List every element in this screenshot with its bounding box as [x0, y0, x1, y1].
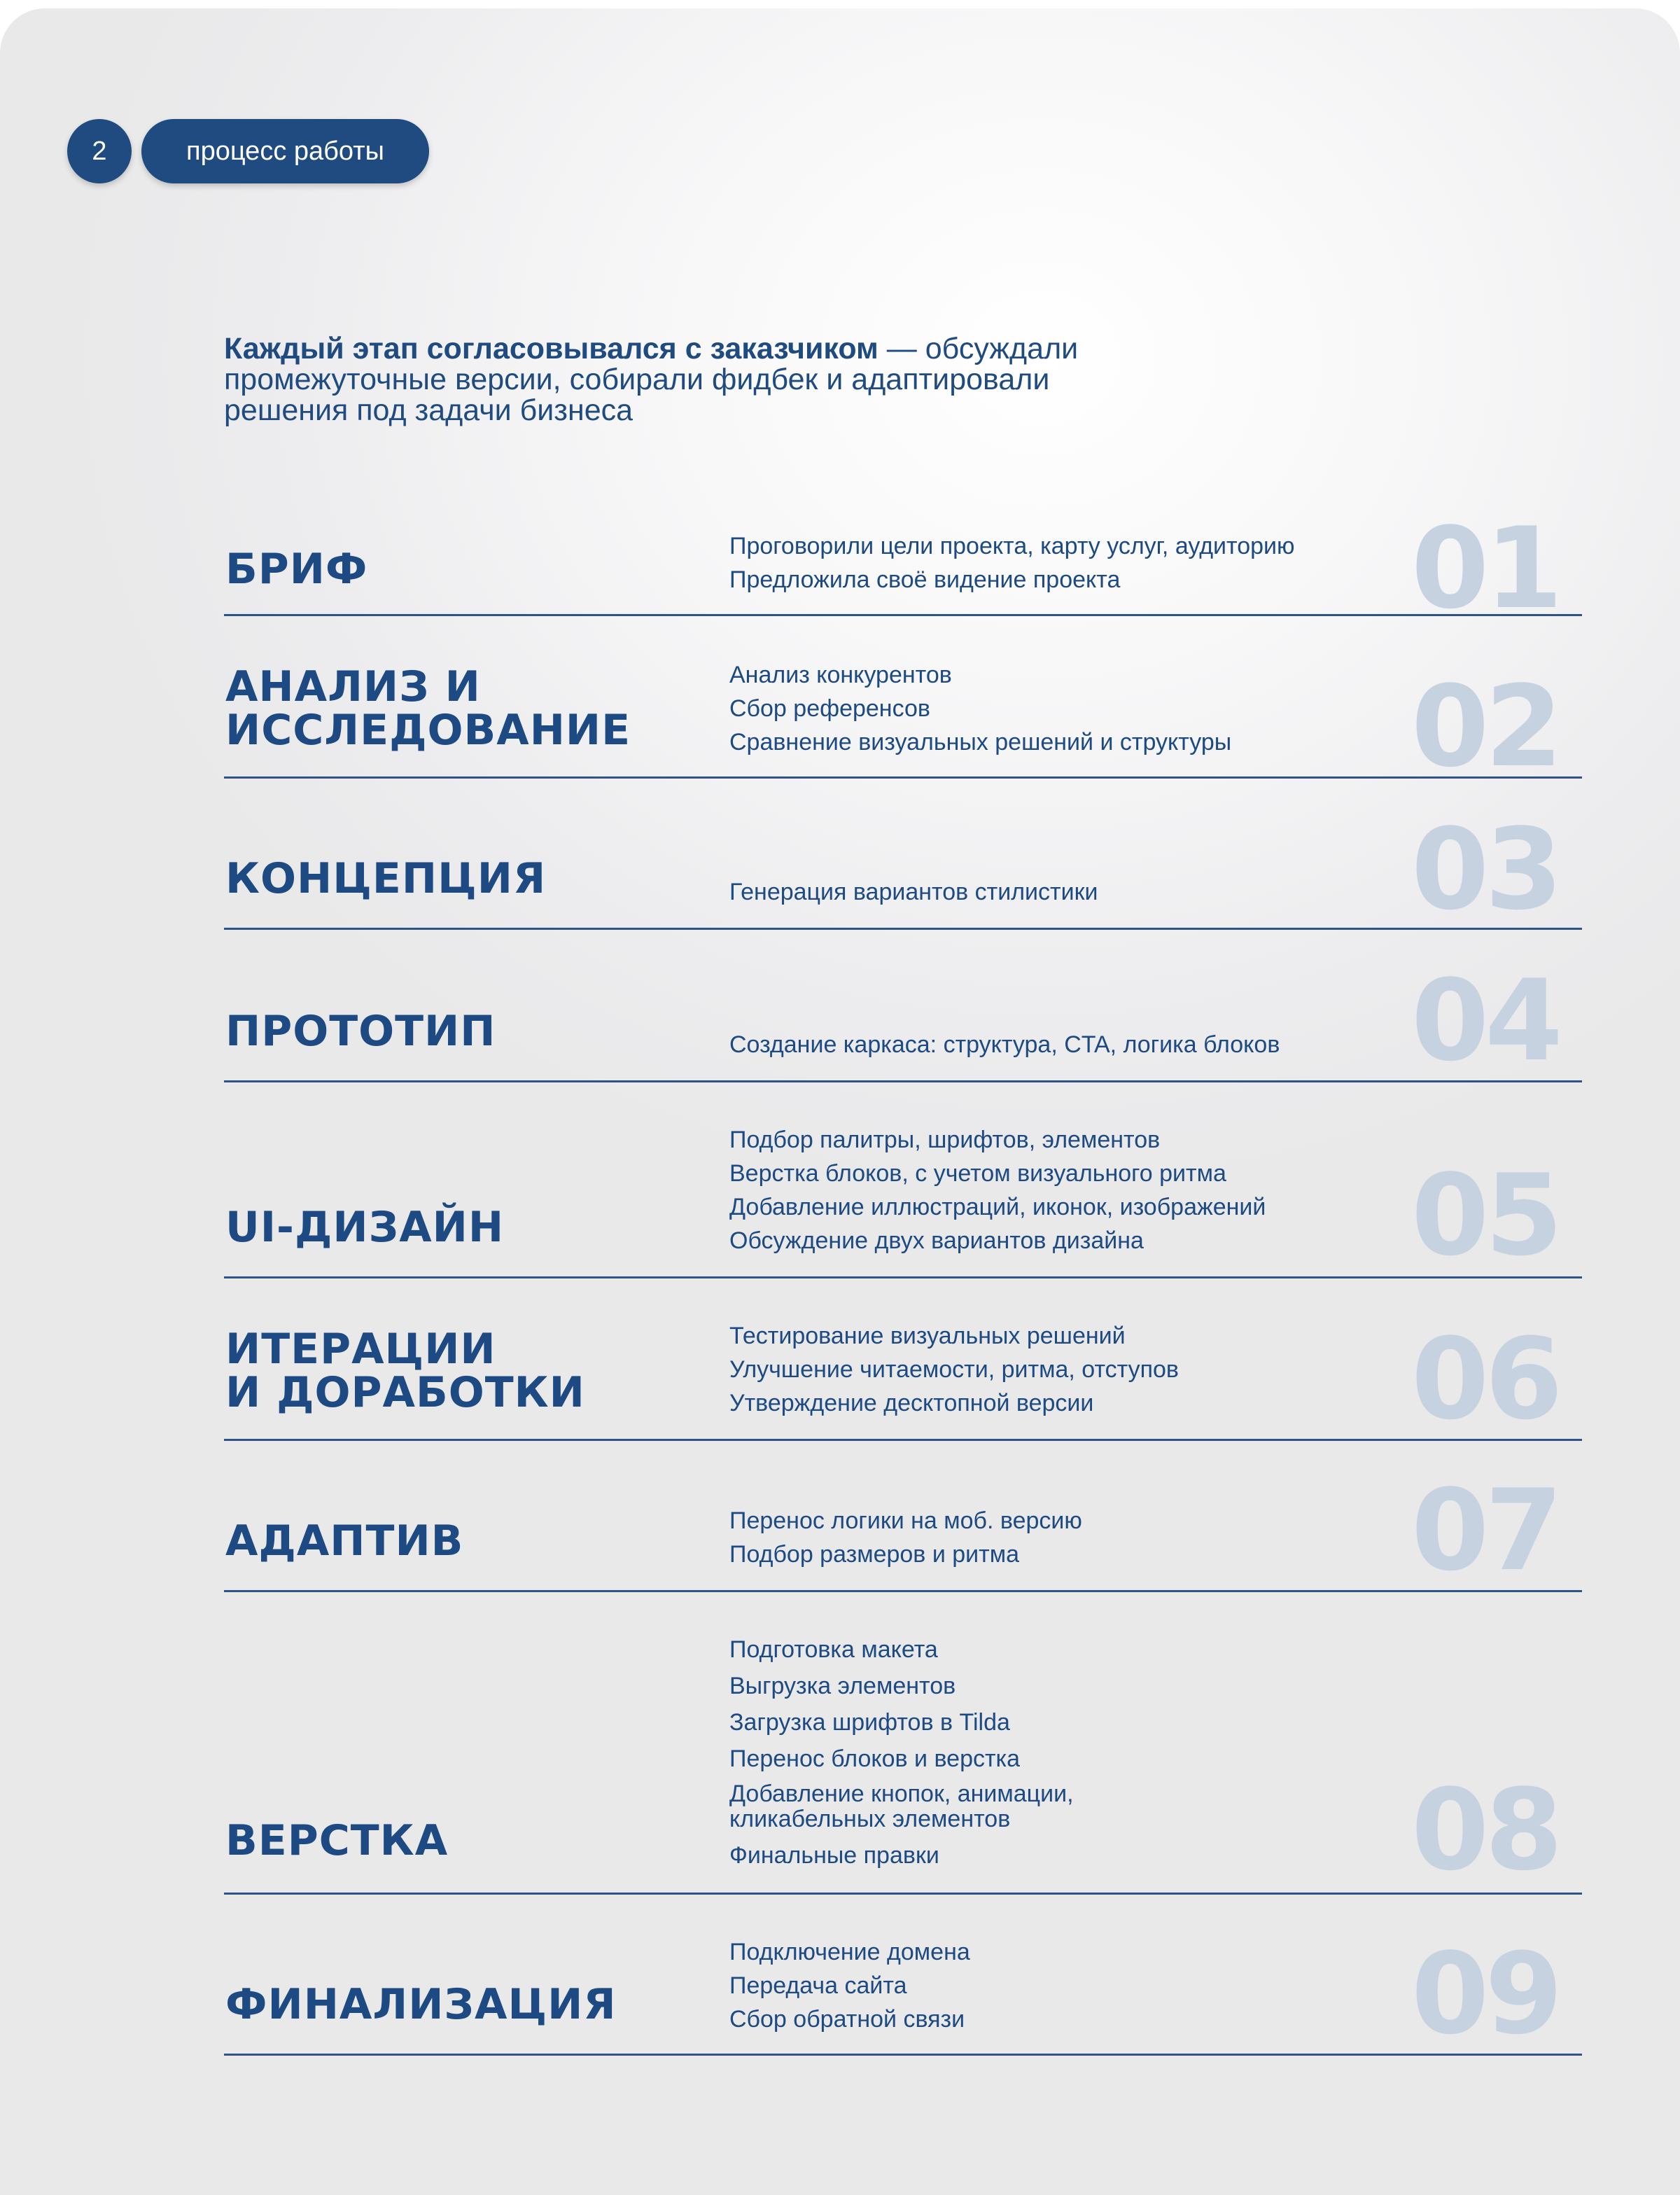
stage-item: Тестирование визуальных решений — [729, 1323, 1126, 1349]
stage-item: Обсуждение двух вариантов дизайна — [729, 1227, 1144, 1254]
stage-items — [729, 1319, 1179, 1420]
stage-title: ФИНАЛИЗАЦИЯ — [225, 1980, 617, 2029]
stage-item: Анализ конкурентов — [729, 662, 952, 688]
stage-row-01 — [224, 503, 1582, 634]
stage-number: 01 — [1411, 503, 1559, 634]
intro-text — [224, 333, 1204, 426]
stage-number: 04 — [1411, 955, 1559, 1086]
stage-title: UI-ДИЗАЙН — [225, 1203, 505, 1252]
stage-title: БРИФ — [225, 545, 368, 594]
section-tag: процесс работы — [141, 119, 429, 183]
stage-item: Подбор размеров и ритма — [729, 1541, 1020, 1568]
stage-item: Улучшение читаемости, ритма, отступов — [729, 1356, 1179, 1383]
stage-item: Подключение домена — [729, 1939, 970, 1965]
stage-item: Перенос логики на моб. версию — [729, 1507, 1082, 1534]
intro-rest: — обсуждали промежуточные версии, собирали фидбек и адаптировали решения под задачи бизнеса — [224, 332, 1079, 427]
stage-item: Предложила своё видение проекта — [729, 566, 1121, 593]
stage-row-08 — [224, 1592, 1582, 1895]
stage-number: 05 — [1411, 1150, 1559, 1281]
stage-row-03 — [224, 779, 1582, 935]
stage-items — [729, 529, 1295, 597]
stage-item: Проговорили цели проекта, карту услуг, аудиторию — [729, 533, 1295, 559]
stage-item: Верстка блоков, с учетом визуального ритма — [729, 1160, 1226, 1187]
stage-items — [729, 1123, 1266, 1257]
stage-items — [729, 1028, 1280, 1061]
stage-number: 07 — [1411, 1465, 1559, 1596]
stage-title: АДАПТИВ — [225, 1517, 464, 1566]
stage-item: Подбор палитры, шрифтов, элементов — [729, 1127, 1161, 1153]
stage-number: 02 — [1411, 661, 1559, 792]
stage-item: Выгрузка элементов — [729, 1673, 956, 1699]
stage-items — [729, 1935, 970, 2036]
stage-row-05 — [224, 1082, 1582, 1281]
stage-items — [729, 1631, 1074, 1874]
stage-title: ПРОТОТИП — [225, 1007, 496, 1056]
stage-title: ВЕРСТКА — [225, 1816, 449, 1865]
page-number-badge: 2 — [67, 119, 132, 183]
stage-number: 06 — [1411, 1313, 1559, 1444]
stage-items — [729, 1504, 1082, 1571]
page-header — [67, 119, 429, 183]
stage-items — [729, 875, 1098, 909]
stage-item: Добавление иллюстраций, иконок, изображений — [729, 1194, 1266, 1220]
stage-item: Сбор обратной связи — [729, 2006, 965, 2033]
stage-title: ИТЕРАЦИИ И ДОРАБОТКИ — [225, 1325, 585, 1417]
stage-item: Утверждение десктопной версии — [729, 1390, 1094, 1416]
stage-item: Финальные правки — [729, 1842, 939, 1869]
stage-number: 09 — [1411, 1928, 1559, 2059]
stage-item: Загрузка шрифтов в Tilda — [729, 1709, 1010, 1736]
stage-row-02 — [224, 616, 1582, 792]
stage-row-06 — [224, 1278, 1582, 1444]
stage-items — [729, 658, 1231, 759]
stage-number: 08 — [1411, 1764, 1559, 1895]
stage-item: Подготовка макета — [729, 1636, 938, 1663]
stage-title: КОНЦЕПЦИЯ — [225, 854, 547, 903]
stage-item: Добавление кнопок, анимации, кликабельных элементов — [729, 1781, 1074, 1832]
stage-title: АНАЛИЗ И ИССЛЕДОВАНИЕ — [225, 662, 631, 755]
stage-item: Перенос блоков и верстка — [729, 1745, 1021, 1772]
stage-item: Передача сайта — [729, 1972, 907, 1999]
stage-item: Сравнение визуальных решений и структуры — [729, 729, 1232, 755]
stage-number: 03 — [1411, 804, 1559, 935]
intro-bold: Каждый этап согласовывался с заказчиком — [224, 332, 878, 365]
stage-row-07 — [224, 1441, 1582, 1596]
stage-item: Создание каркаса: структура, CTA, логика блоков — [729, 1031, 1280, 1058]
stage-row-04 — [224, 930, 1582, 1086]
stage-item: Генерация вариантов стилистики — [729, 879, 1098, 905]
stage-row-09 — [224, 1895, 1582, 2059]
stage-item: Сбор референсов — [729, 695, 930, 722]
